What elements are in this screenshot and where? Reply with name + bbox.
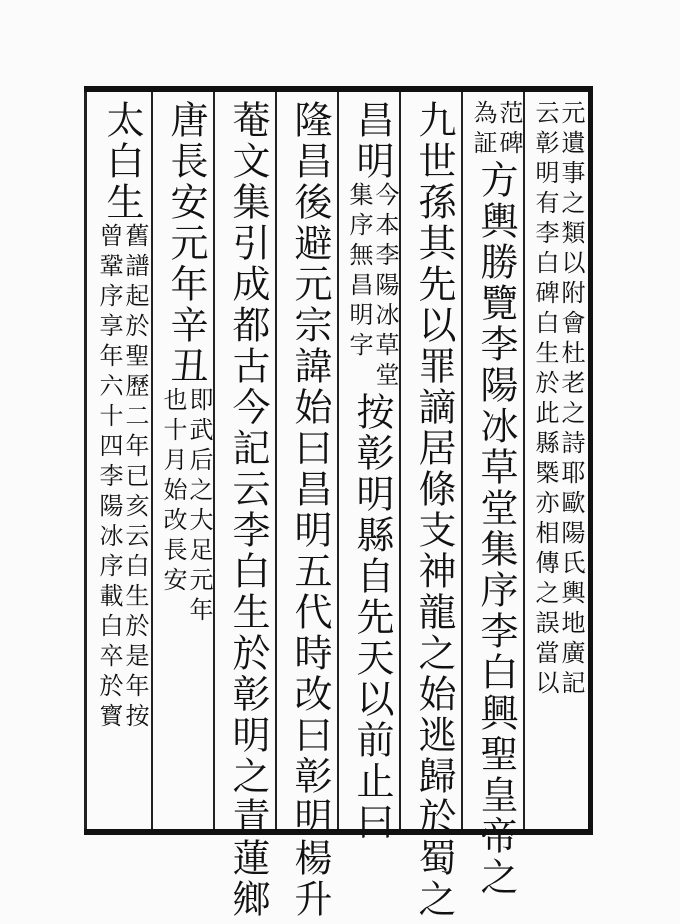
main-text: 方輿勝覽李陽冰草堂集序李白興聖皇帝之 [474, 160, 518, 898]
note-line: 元遺事之類以附會杜老之詩耶歐陽氏輿地廣記 [557, 100, 585, 700]
main-text: 菴文集引成都古今記云李白生於彰明之青蓮鄉 [226, 100, 270, 920]
column-rule [337, 92, 339, 829]
text-column [531, 100, 585, 700]
column-rule [461, 92, 463, 829]
column-rule [275, 92, 277, 829]
annotation-note [161, 387, 211, 627]
text-column [407, 100, 461, 920]
column-rule [213, 92, 215, 829]
frame-right-border [588, 86, 593, 835]
note-line: 范碑 [495, 100, 523, 160]
main-text: 太白生 [100, 100, 144, 223]
note-line: 集序無昌明字 [345, 182, 373, 362]
note-line: 今本李陽冰草堂 [371, 182, 399, 392]
text-column [221, 100, 275, 920]
note-line: 為証 [469, 100, 497, 160]
main-text: 唐長安元年辛丑 [164, 100, 208, 387]
frame-left-rule [84, 92, 87, 829]
note-line: 云彰明有李白碑白生於此縣㮣亦相傳之誤當以 [531, 100, 559, 700]
text-column [469, 100, 523, 898]
text-column [345, 100, 399, 843]
annotation-note [533, 100, 583, 700]
annotation-note [97, 223, 147, 733]
note-line: 也十月始改長安 [159, 387, 187, 597]
annotation-note [347, 182, 397, 392]
annotation-note [471, 100, 521, 160]
text-column [283, 100, 337, 920]
column-rule [151, 92, 153, 829]
note-line: 即武后之大足元年 [185, 387, 213, 627]
text-column [95, 100, 149, 733]
main-text: 九世孫其先以罪謫居條支神龍之始逃歸於蜀之 [412, 100, 456, 920]
note-line: 舊譜起於聖歷二年已亥云白生於是年按 [121, 223, 149, 733]
column-rule [399, 92, 401, 829]
column-rule [523, 92, 525, 829]
text-column [159, 100, 213, 627]
note-line: 曾鞏序享年六十四李陽冰序載白卒於寳 [95, 223, 123, 733]
main-text: 昌明 [350, 100, 394, 182]
main-text: 按彰明縣自先天以前止曰 [350, 392, 394, 843]
main-text: 隆昌後避元宗諱始曰昌明五代時改曰彰明楊升 [288, 100, 332, 920]
